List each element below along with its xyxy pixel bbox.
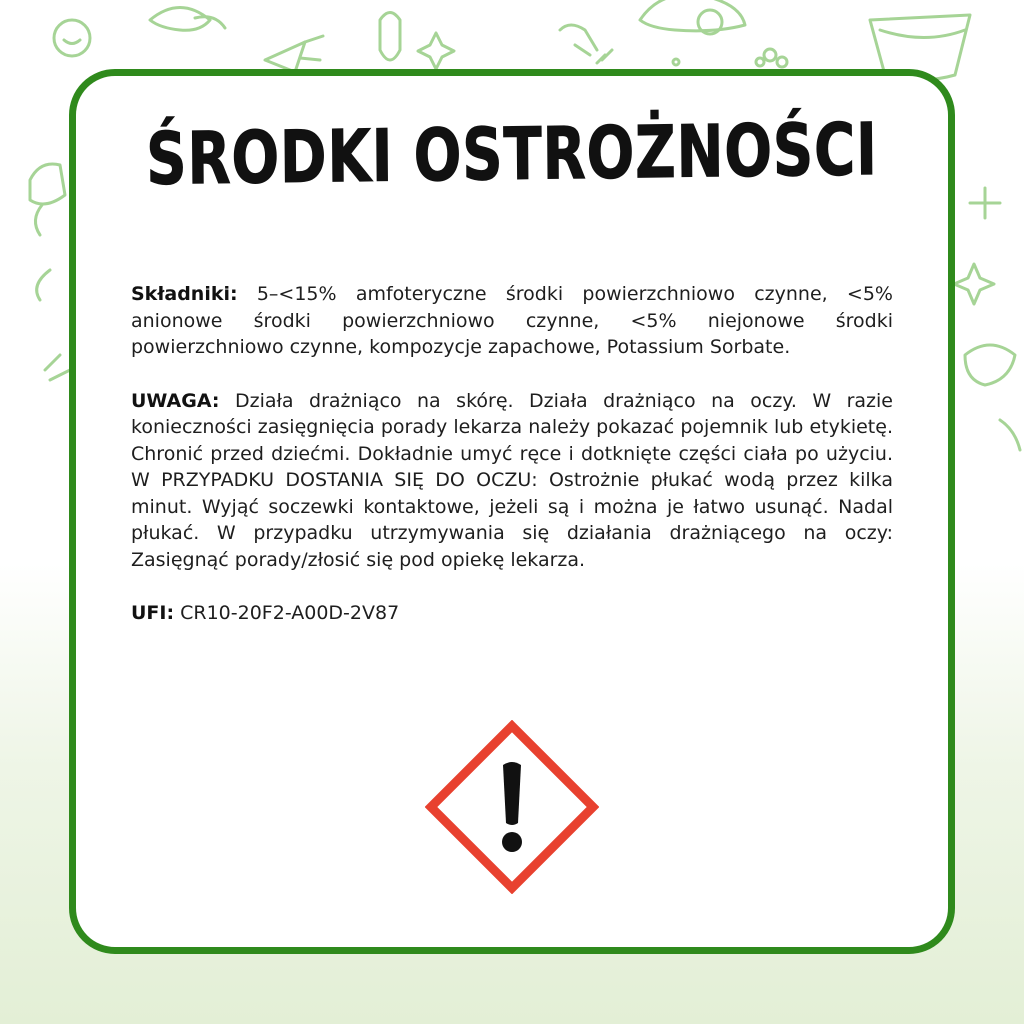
page-title: ŚRODKI OSTROŻNOŚCI — [145, 107, 879, 201]
brush-doodle-icon — [560, 25, 597, 55]
star-doodle-icon — [954, 264, 994, 304]
bubble-doodle-icon — [764, 49, 776, 61]
ingredients-text: 5–<15% amfoteryczne środki powierzchniowo czynne, <5% anionowe środki powierzchniowo czynne, <5% niejonowe środki powierzchniowo czynne, kompozycje zapachowe, Potassium Sorbate. — [131, 283, 893, 358]
warning-paragraph — [131, 388, 893, 574]
sparkle-doodle-icon — [418, 33, 454, 69]
label-content — [131, 281, 893, 654]
glove-doodle-icon — [965, 345, 1015, 385]
cross-doodle-icon — [970, 188, 1000, 218]
ufi-paragraph — [131, 600, 893, 627]
ingredients-paragraph — [131, 281, 893, 361]
ufi-code: CR10-20F2-A00D-2V87 — [174, 602, 400, 624]
bottle-doodle-icon — [380, 13, 400, 61]
warning-label: UWAGA: — [131, 389, 220, 412]
bucket-left-doodle-icon — [30, 164, 65, 204]
exclamation-bar — [503, 762, 521, 825]
ingredients-label: Składniki: — [131, 283, 238, 305]
vacuum-doodle-icon — [640, 0, 745, 31]
ufi-label: UFI: — [131, 602, 175, 624]
smiley-doodle-icon — [54, 20, 90, 56]
cloth-doodle-icon — [150, 8, 210, 31]
exclamation-dot — [502, 832, 522, 852]
ghs-exclamation-mark-icon — [425, 720, 599, 894]
warning-text: Działa drażniąco na skórę. Działa drażniąco na oczy. W razie konieczności zasięgnięcia porady lekarza należy pokazać pojemnik lub etykietę. Chronić przed dziećmi. Dokładnie umyć ręce i dotknięte części ciała po użyciu. W PRZYPADKU DOSTANIA SIĘ DO OCZU: Ostrożnie płukać wodą przez kilka minut. Wyjąć soczewki kontaktowe, jeżeli są i można je łatwo usunąć. Nadal płukać. W przypadku utrzymywania się działania drażniącego na oczy: Zasięgnąć porady/złosić się pod opiekę lekarza. — [131, 389, 893, 571]
